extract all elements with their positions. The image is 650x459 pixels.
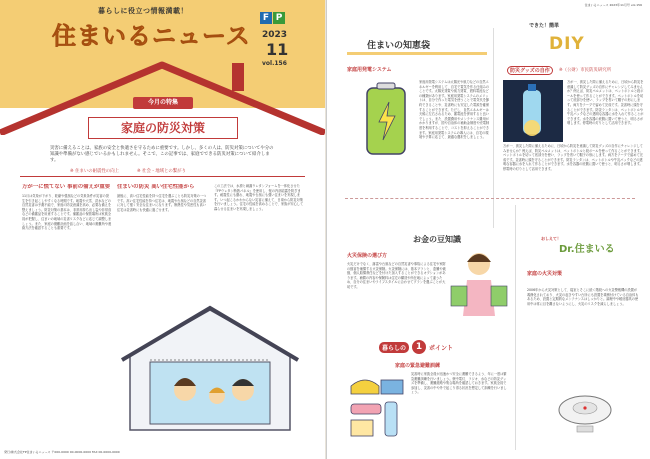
dr-badge: おしえて！ (541, 236, 561, 241)
feature-links (70, 168, 186, 174)
brand-badge-f: F (260, 12, 272, 24)
chie-subtitle: 家庭用発電システム (347, 67, 392, 73)
vertical-divider-2 (515, 205, 516, 450)
footer-info: 発行/株式会社FP住まいるニュース 〒000-0000 00-0000-0000 FAX 00-0000-0000 (4, 450, 120, 454)
right-page (326, 0, 650, 459)
emergency-kit-icon (345, 372, 407, 448)
kurashi-heading (379, 340, 453, 354)
dr-subtitle: 家庭の火災対策 (527, 271, 563, 277)
section-body-housing: 最後に、高い住宅性能を持つ住宅を選ぶことも防災対策の一つです。高い住宅性能を持つ住宅は、地震や台風などの自然災害に対して強く安全な住まいになります。断熱性や気密性も高い住宅は災害時にも快適に過ごせます。 (117, 194, 207, 212)
dashed-divider-1 (345, 198, 635, 199)
kurashi-point: ポイント (429, 344, 454, 352)
section-title-preparation: 万が一に慌てない 事前の備えが重要 (22, 184, 111, 190)
kurashi-title: 暮らしの (379, 342, 409, 353)
feature-title: 家庭の防災対策 (88, 117, 238, 139)
divider (20, 176, 305, 177)
money-body: 火災だけでなく、落雷や台風などの自然災害や事故による住宅や家財の損害を補償する火災保険。火災保険には、基本プランと、盗難や破損、個人賠償責任などを付けた加入することができるオプションがあります。補償の内容や保険料は住宅の構造や所在地によって違うため、自分の住まいやライフスタイルに合わせてプランを選ぶことが大切です。 (347, 262, 446, 289)
smoke-detector-icon (555, 392, 615, 436)
family-house-illustration (120, 300, 300, 440)
brand-badge (260, 12, 285, 24)
issue-volume: vol.156 (262, 60, 287, 67)
section-body-construction: この工法では、水滑と疎漏ウレタンフォームを一体化させた『FPウレタン断熱パネル』を使用し、壁の内部結露を防ぎます。耐震性にも優れ、地震や台風にも強い住まいを実現します。いつ起こるかわからない災害に備えて、日頃から防災対策を行いましょう。住宅の性能を高めることで、家族が安心して暮らせる住まいを実現しましょう。 (214, 184, 304, 211)
kurashi-subtitle: 家庭の緊急避難訓練 (395, 363, 441, 369)
feature-intro: 災害に備えることは、家族の安全と快適さを守るために重要です。しかし、多くの人は、防災対策についてや分の知識や準備がない感じでいるかもしれません。そこで、この記事では、家庭でできる防災対策について紹介します。 (50, 146, 274, 163)
issue-month: 11 (266, 40, 289, 59)
section-title-housing: 住まいの防災 高い住宅性能から (117, 184, 195, 190)
diy-credit: ※（公財）市民防災研究所 (559, 68, 611, 73)
diy-body-top: 万が一、被災した際に備えるために、日頃から防災を意識して防災グッズの自作にチャレンジしてみませんか？例えば、防災ペルメットは、ペットボトルと段ボールを使って作ることができます。ペットボトルを切って底部分を使い、ラップを巻いて帽子の形にします。両方をテープで留めて完成です。災害時に頭を守ることができます。防災ランタンは、ペットボトルや牛乳パックなどの透明な容器に水を入れて作ることができます。水を容器の底側に置いて使うと、明るさが増します。停電時の灯りとして活用できます。 (567, 80, 644, 126)
newsletter-logo: 住まいるニュース (52, 22, 251, 50)
link-seismic[interactable]: ※ 住まいの耐震性の向上 (70, 169, 119, 174)
tagline: 暮らしに役立つ情報満載！ (98, 7, 188, 15)
dr-body: 2006年から火災対策として、寝室とそこに続く階段への火災警報機の設置が義務化されており、火災の起きやすい台所にも設置を義務付けている自治体もあるため、設置と定期的なメンテナンスはしっかりと。調理中や暖房器具の使用中は常に目を離さないようにし、火災のリスクを減らしましょう。 (527, 288, 639, 306)
column-3 (214, 184, 306, 304)
feature-badge: 今月の特集 (133, 97, 193, 109)
section-body-preparation: 11月は気象が下がり、乾燥や強風などの気象条件が災害の発生を引き起こしやすくなる時期です。地震や大雪、洪水などの自然災害は予測不能で、家庭の防災意識を高め、必要な備えを整えましょう。防災対策の基本は、非常用持ち出し袋や非常食などの備蓄品を用意することです。備蓄品の保管場所は家族全員が把握し、住まいの地域の災害リスクなどに応じて調整しましょう。また、家庭の避難計画を話し合い、地域の避難所や連絡方法を確認することも重要です。 (22, 194, 112, 231)
diy-subtitle: 防災グッズの自作 (507, 66, 553, 75)
money-title: お金の豆知識 (413, 235, 461, 244)
kurashi-body: 災害時に家族全員が迅速かつ安全に避難できるよう、年に一度は緊急避難訓練を行いましょう。懐中電灯、ラジオ、水などの防災グッズを準備し、避難経路や集合場所を確認しておきます。家族全員で参加し、災害の中や外で起こり得る状況を想定して訓練を行いましょう。 (411, 372, 507, 395)
battery-icon (359, 82, 414, 157)
link-community[interactable]: ※ 社会・地域との繋がり (136, 169, 186, 174)
chie-underline (347, 52, 487, 55)
column-1 (22, 184, 112, 449)
chie-title: 住まいの知恵袋 (367, 41, 431, 51)
diy-body-bottom: 万が一、被災した際に備えるために、日頃から防災を意識して防災グッズの自作にチャレンジしてみませんか？例えば、防災ペルメットは、ペットボトルと段ボールを使って作ることができます。ペットボトルを切って底部分を使い、ラップを巻いて帽子の形にします。両方をテープで留めて完成です。災害時に頭を守ることができます。防災ランタンは、ペットボトルや牛乳パックなどの透明な容器に水を入れて作ることができます。水を容器の底側に置いて使うと、明るさが増します。停電時の灯りとして活用できます。 (503, 144, 643, 171)
insurance-woman-icon (449, 246, 509, 316)
issue-year: 2023 (262, 30, 288, 40)
dr-title: Dr.住まいる (559, 244, 615, 255)
money-subtitle: 火災保険の選び方 (347, 253, 388, 259)
page-header: 住まいるニュース 2023年11月号 vol.156 (584, 3, 642, 7)
kurashi-number: 1 (412, 340, 426, 354)
brand-badge-p: P (273, 12, 285, 24)
diy-title-small: できた！簡単 (529, 23, 560, 29)
chie-body: 家庭用発電システムは太陽光や風力などの自然エネルギーを利用して、自宅で電気を作る仕組みのことです。太陽光発電や風力発電、燃料電池などの種類があります。家庭用発電システムのメリットは、自分で作った電気を使うことで電気代を節約できることや、災害時にも安定した電源を確保することができます。ただし、自然エネルギーは天候に左右されるため、蓄電池を併用すると良いでしょう。また、設置費用やメンテナンス費用がかかりますが、国や自治体の補助金制度や売電制度を利用することで、コストを抑えることができます。家庭用発電システムの導入には、自宅の環境や予算に応じて、最適な選択をしましょう。 (419, 80, 490, 140)
diy-title: DIY (549, 34, 585, 54)
bottle-lantern-icon (503, 80, 563, 142)
